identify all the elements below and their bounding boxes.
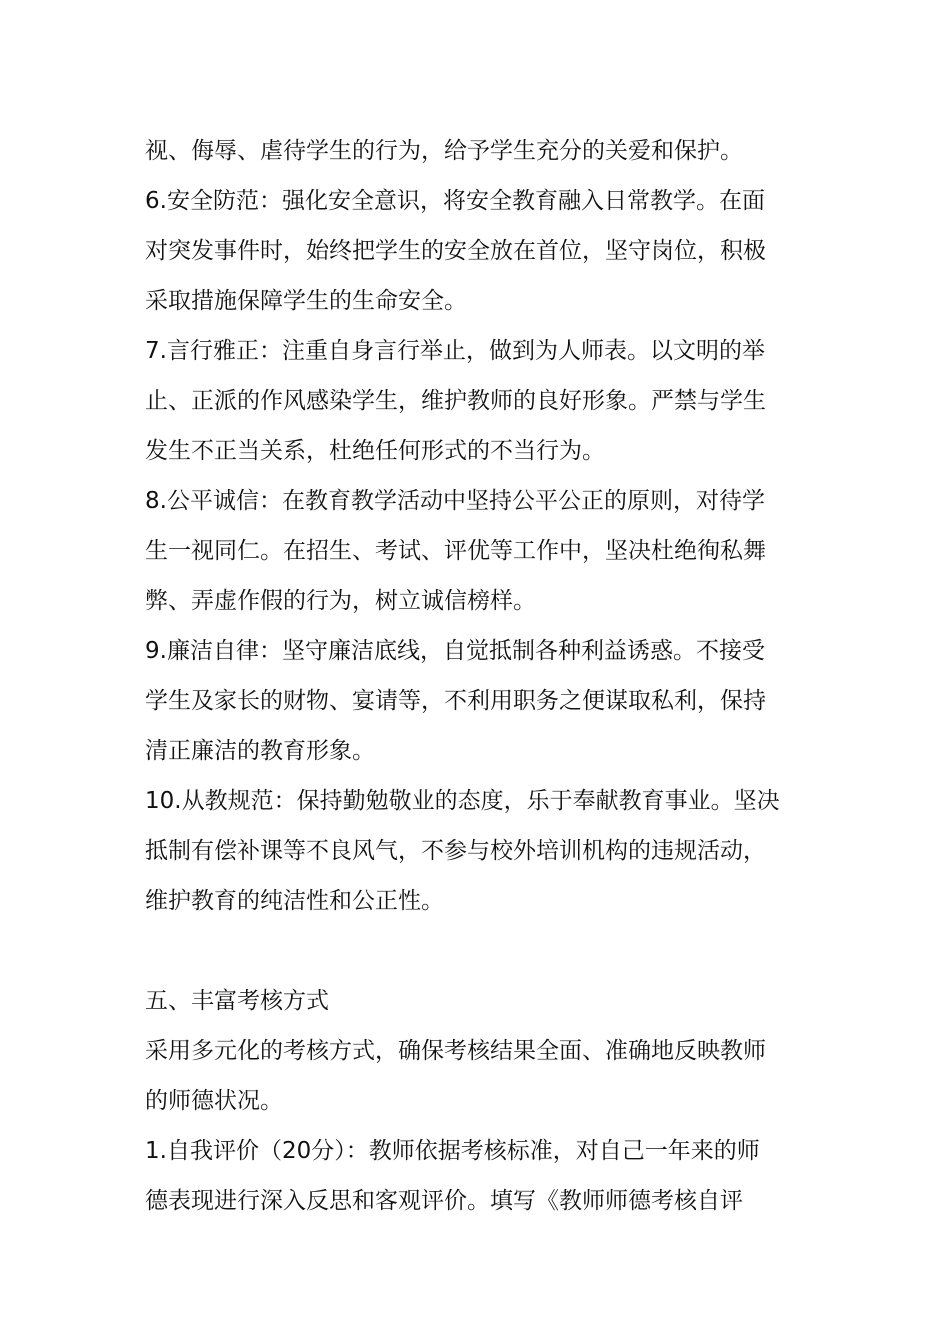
- text-line: 10.从教规范：保持勤勉敬业的态度，乐于奉献教育事业。坚决: [145, 788, 780, 814]
- text-line: 维护教育的纯洁性和公正性。: [145, 888, 444, 914]
- text-line: 的师德状况。: [145, 1088, 283, 1114]
- text-line: 止、正派的作风感染学生，维护教师的良好形象。严禁与学生: [145, 388, 766, 414]
- text-line: 对突发事件时，始终把学生的安全放在首位，坚守岗位，积极: [145, 238, 766, 264]
- text-line: 6.安全防范：强化安全意识，将安全教育融入日常教学。在面: [145, 188, 765, 214]
- text-line: 清正廉洁的教育形象。: [145, 738, 375, 764]
- text-line: 采取措施保障学生的生命安全。: [145, 288, 467, 314]
- text-line: 发生不正当关系，杜绝任何形式的不当行为。: [145, 438, 605, 464]
- document-body: [145, 126, 815, 1226]
- text-line: 视、侮辱、虐待学生的行为，给予学生充分的关爱和保护。: [145, 138, 743, 164]
- text-line: 采用多元化的考核方式，确保考核结果全面、准确地反映教师: [145, 1038, 766, 1064]
- text-line: 生一视同仁。在招生、考试、评优等工作中，坚决杜绝徇私舞: [145, 538, 766, 564]
- text-line: 弊、弄虚作假的行为，树立诚信榜样。: [145, 588, 536, 614]
- text-line: 学生及家长的财物、宴请等，不利用职务之便谋取私利，保持: [145, 688, 766, 714]
- text-line: 7.言行雅正：注重自身言行举止，做到为人师表。以文明的举: [145, 338, 765, 364]
- text-line: 抵制有偿补课等不良风气，不参与校外培训机构的违规活动，: [145, 838, 766, 864]
- blank-line: [145, 926, 815, 976]
- text-line: 9.廉洁自律：坚守廉洁底线，自觉抵制各种利益诱惑。不接受: [145, 638, 765, 664]
- text-line: 德表现进行深入反思和客观评价。填写《教师师德考核自评: [145, 1188, 743, 1214]
- text-line: 8.公平诚信：在教育教学活动中坚持公平公正的原则，对待学: [145, 488, 765, 514]
- section-heading: 五、丰富考核方式: [145, 988, 329, 1014]
- text-line: 1.自我评价（20分）：教师依据考核标准，对自己一年来的师: [145, 1138, 760, 1164]
